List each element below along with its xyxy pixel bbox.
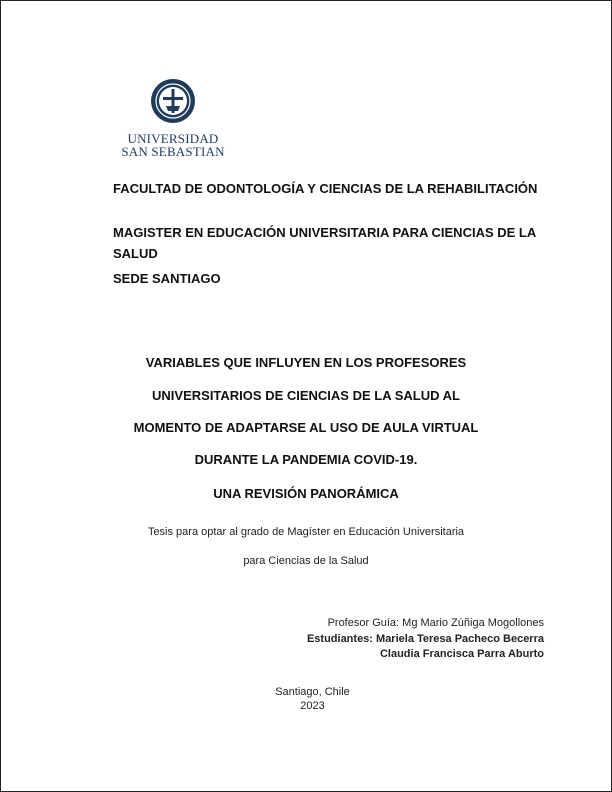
year: 2023 bbox=[300, 700, 325, 712]
thesis-statement-line-1: Tesis para optar al grado de Magíster en Educación Universitaria bbox=[147, 526, 465, 538]
program-heading: MAGISTER EN EDUCACIÓN UNIVERSITARIA PARA CIENCIAS DE LA SALUD bbox=[113, 225, 536, 261]
title-line-2: UNIVERSITARIOS DE CIENCIAS DE LA SALUD AL bbox=[152, 388, 460, 403]
title-line-3: MOMENTO DE ADAPTARSE AL USO DE AULA VIRTUAL bbox=[133, 420, 479, 435]
advisor-line: Profesor Guía: Mg Mario Zúñiga Mogollones bbox=[327, 617, 544, 629]
place: Santiago, Chile bbox=[275, 686, 350, 698]
university-logo bbox=[118, 78, 228, 158]
student-name-2: Claudia Francisca Parra Aburto bbox=[379, 648, 544, 660]
title-line-5: UNA REVISIÓN PANORÁMICA bbox=[213, 486, 399, 501]
title-line-4: DURANTE LA PANDEMIA COVID-19. bbox=[194, 452, 418, 467]
university-name-line2: SAN SEBASTIAN bbox=[121, 144, 225, 159]
university-seal-icon bbox=[150, 78, 196, 124]
student-name-1: Mariela Teresa Pacheco Becerra bbox=[376, 633, 544, 645]
campus-heading: SEDE SANTIAGO bbox=[113, 271, 221, 286]
students-line-1 bbox=[307, 633, 544, 645]
students-label: Estudiantes: bbox=[306, 633, 373, 645]
faculty-heading: FACULTAD DE ODONTOLOGÍA Y CIENCIAS DE LA REHABILITACIÓN bbox=[113, 181, 538, 196]
title-line-1: VARIABLES QUE INFLUYEN EN LOS PROFESORES bbox=[145, 355, 467, 370]
thesis-statement-line-2: para Ciencias de la Salud bbox=[243, 555, 369, 567]
university-name-line1: UNIVERSIDAD bbox=[127, 131, 219, 146]
